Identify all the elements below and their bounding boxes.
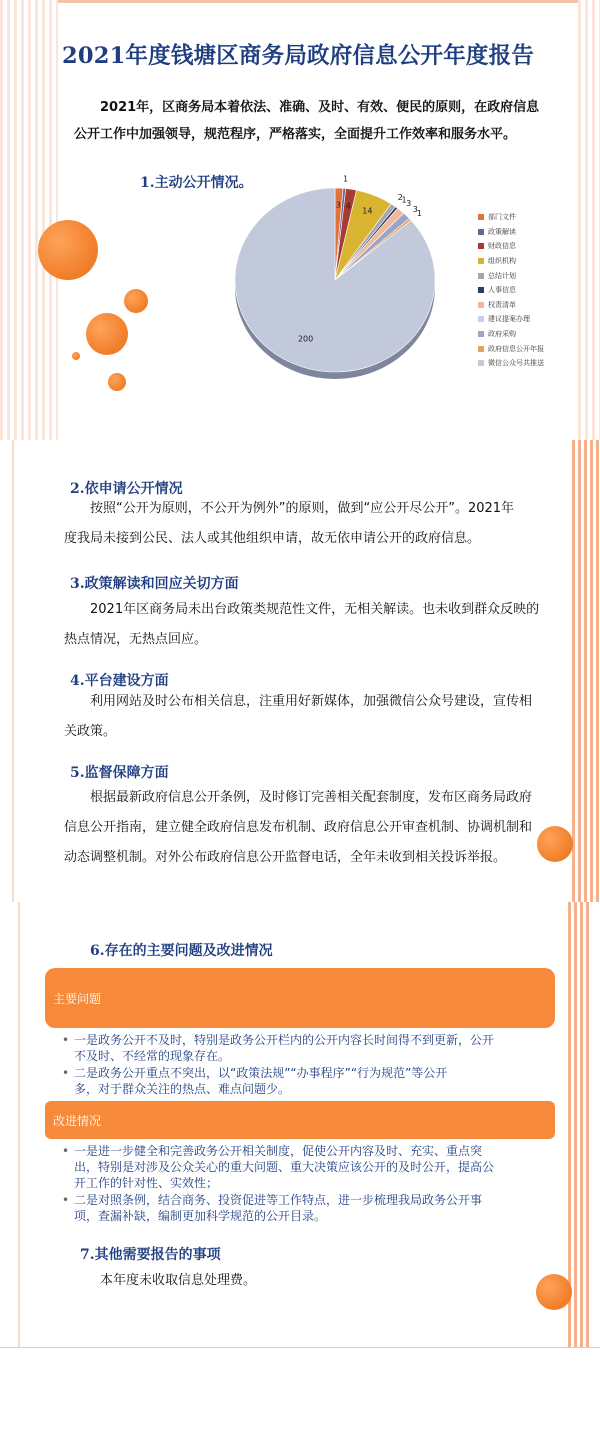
legend-label: 政府采购: [488, 330, 516, 339]
decorative-circle-large: [38, 220, 98, 280]
section-3-line-1: 2021年区商务局未出台政策类规范性文件，无相关解读。也未收到群众反映的: [90, 602, 540, 617]
bottom-divider: [0, 1347, 600, 1348]
legend-item: [478, 298, 578, 313]
report-issues-panel: [0, 902, 600, 1348]
improvement-item-2-line-2: 项，查漏补缺，编制更加科学规范的公开目录。: [74, 1209, 327, 1223]
legend-item: [478, 312, 578, 327]
legend-swatch: [478, 229, 484, 235]
pie-data-label: 1: [343, 174, 349, 184]
report-body-panel: [0, 440, 600, 902]
legend-swatch: [478, 287, 484, 293]
legend-swatch: [478, 258, 484, 264]
legend-item: [478, 225, 578, 240]
legend-swatch: [478, 243, 484, 249]
improvements-label-box: [45, 1101, 555, 1139]
legend-label: 人事信息: [488, 286, 516, 295]
top-border: [58, 0, 578, 3]
section-7-heading: 7.其他需要报告的事项: [80, 1247, 221, 1263]
pie-data-label: 4: [345, 201, 351, 211]
section-6-heading: 6.存在的主要问题及改进情况: [90, 943, 273, 959]
left-border-line: [12, 440, 14, 902]
pie-data-label: 3: [335, 200, 341, 210]
problem-item-2: • 二是政务公开重点不突出，以“政策法规”“办事程序”“行为规范”等公开 多，对于群众关注的热点、难点问题少。: [62, 1066, 448, 1096]
section-2-line-1: 按照“公开为原则，不公开为例外”的原则，做到“应公开尽公开”。2021年: [90, 501, 515, 516]
decorative-circle-small: [124, 289, 148, 313]
decorative-circle: [537, 826, 573, 862]
legend-swatch: [478, 302, 484, 308]
legend-item: [478, 356, 578, 371]
problem-item-2-line-2: 多，对于群众关注的热点、难点问题少。: [74, 1082, 291, 1096]
pie-legend: [478, 210, 578, 371]
pie-data-label: 3: [406, 199, 412, 209]
improvement-item-2: • 二是对照条例，结合商务、投资促进等工作特点，进一步梳理我局政务公开事 项，查漏补缺，编制更加科学规范的公开目录。: [62, 1193, 483, 1223]
legend-label: 权责清单: [488, 300, 516, 309]
legend-label: 微信公众号共推送: [488, 359, 544, 368]
intro-line-1: 2021年，区商务局本着依法、准确、及时、有效、便民的原则，在政府信息: [100, 100, 540, 115]
legend-label: 总结计划: [488, 271, 516, 280]
decorative-stripes-left: [0, 0, 58, 440]
pie-data-label: 1: [401, 195, 407, 205]
section-5-line-2: 信息公开指南，建立健全政府信息发布机制、政府信息公开审查机制、协调机制和: [64, 820, 533, 835]
legend-item: [478, 210, 578, 225]
legend-item: [478, 341, 578, 356]
improvements-label: 改进情况: [53, 1113, 102, 1128]
legend-item: [478, 268, 578, 283]
section-2-heading: 2.依申请公开情况: [70, 481, 183, 497]
section-5-line-1: 根据最新政府信息公开条例，及时修订完善相关配套制度，发布区商务局政府: [90, 790, 533, 805]
improvement-item-1-line-2: 出，特别是对涉及公众关心的重大问题、重大决策应该公开的及时公开，提高公: [74, 1160, 495, 1174]
decorative-circle-dot: [72, 352, 80, 360]
improvement-item-1: • 一是进一步健全和完善政务公开相关制度，促使公开内容及时、充实、重点突 出，特别是对涉及公众关心的重大问题、重大决策应该公开的及时公开，提高公 开工作的针对性、实效性；: [62, 1144, 495, 1190]
legend-label: 政策解读: [488, 227, 516, 236]
legend-swatch: [478, 273, 484, 279]
pie-data-label: 3: [412, 204, 418, 214]
intro-line-2: 公开工作中加强领导，规范程序，严格落实，全面提升工作效率和服务水平。: [74, 127, 517, 142]
problems-label: 主要问题: [53, 991, 102, 1006]
problem-item-1-line-2: 不及时、不经常的现象存在。: [74, 1049, 231, 1063]
decorative-circle: [536, 1274, 572, 1310]
page-title: 2021年度钱塘区商务局政府信息公开年度报告: [62, 43, 535, 69]
section-3-line-2: 热点情况，无热点回应。: [64, 632, 208, 647]
legend-swatch: [478, 331, 484, 337]
section-5-heading: 5.监督保障方面: [70, 765, 169, 781]
legend-swatch: [478, 360, 484, 366]
decorative-stripes-right: [572, 440, 600, 902]
decorative-circle-small-2: [108, 373, 126, 391]
pie-data-label: 200: [297, 334, 314, 344]
legend-item: [478, 327, 578, 342]
legend-swatch: [478, 316, 484, 322]
decorative-stripes-right: [568, 902, 592, 1348]
section-4-heading: 4.平台建设方面: [70, 673, 169, 689]
improvement-item-1-line-3: 开工作的针对性、实效性；: [74, 1176, 219, 1190]
left-border-line: [18, 902, 20, 1348]
section-3-heading: 3.政策解读和回应关切方面: [70, 576, 239, 592]
disclosure-pie-chart: [225, 174, 475, 390]
legend-label: 政府信息公开年报: [488, 344, 544, 353]
problem-item-2-line-1: 二是政务公开重点不突出，以“政策法规”“办事程序”“行为规范”等公开: [74, 1066, 448, 1080]
section-1-heading: 1.主动公开情况。: [140, 175, 253, 191]
pie-data-label: 14: [362, 206, 373, 216]
legend-swatch: [478, 346, 484, 352]
decorative-circle-medium: [86, 313, 128, 355]
pie-data-label: 1: [416, 208, 422, 218]
section-2-line-2: 度我局未接到公民、法人或其他组织申请，故无依申请公开的政府信息。: [64, 531, 481, 546]
section-5-line-3: 动态调整机制。对外公布政府信息公开监督电话，全年未收到相关投诉举报。: [64, 850, 507, 865]
legend-item: [478, 283, 578, 298]
problems-label-box: [45, 968, 555, 1028]
report-cover-panel: [0, 0, 600, 440]
legend-item: [478, 254, 578, 269]
section-4-line-1: 利用网站及时公布相关信息，注重用好新媒体，加强微信公众号建设，宣传相: [90, 694, 533, 709]
section-7-text: 本年度未收取信息处理费。: [100, 1273, 257, 1288]
pie-data-label: 2: [397, 193, 403, 203]
legend-item: [478, 239, 578, 254]
problem-item-1: • 一是政务公开不及时，特别是政务公开栏内的公开内容长时间得不到更新，公开 不及时、不经常的现象存在。: [62, 1033, 495, 1063]
improvement-item-2-line-1: 二是对照条例，结合商务、投资促进等工作特点，进一步梳理我局政务公开事: [74, 1193, 483, 1207]
problem-item-1-line-1: 一是政务公开不及时，特别是政务公开栏内的公开内容长时间得不到更新，公开: [74, 1033, 495, 1047]
improvement-item-1-line-1: 一是进一步健全和完善政务公开相关制度，促使公开内容及时、充实、重点突: [74, 1144, 483, 1158]
legend-label: 财政信息: [488, 242, 516, 251]
legend-swatch: [478, 214, 484, 220]
legend-label: 组织机构: [488, 257, 516, 266]
legend-label: 建议提案办理: [488, 315, 530, 324]
section-4-line-2: 关政策。: [64, 724, 117, 739]
legend-label: 部门文件: [488, 213, 516, 222]
